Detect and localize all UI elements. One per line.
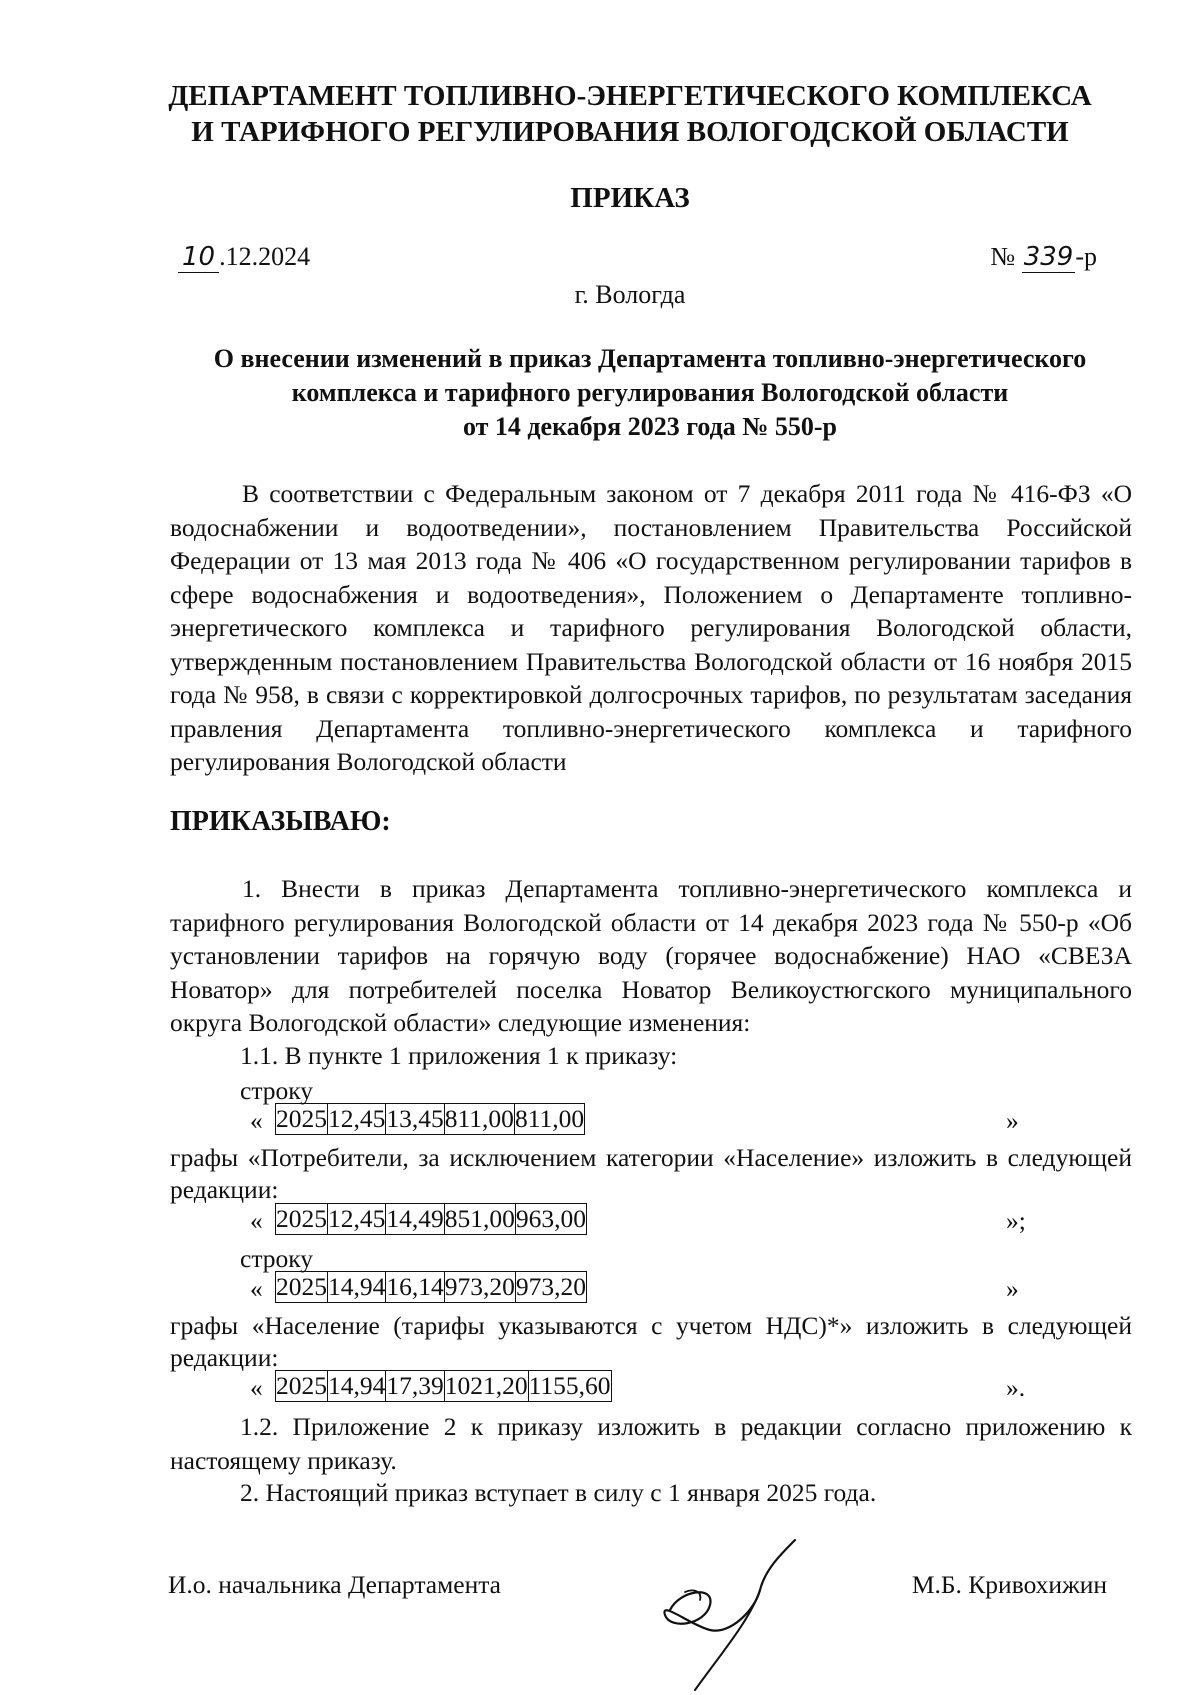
table-cell: 14,94 <box>328 1371 386 1400</box>
city: г. Вологда <box>574 280 686 309</box>
item12-text: 1.2. Приложение 2 к приказу изложить в редакции согласно приложению к настоящему приказу. <box>170 1412 1132 1475</box>
quote-open: « <box>250 1274 263 1303</box>
preamble-paragraph <box>170 477 1132 779</box>
tariff-table-4 <box>275 1370 612 1402</box>
quote-close: » <box>1006 1274 1019 1303</box>
table-cell: 13,45 <box>386 1104 444 1133</box>
table-cell: 12,45 <box>328 1204 386 1233</box>
tariff-table-3 <box>275 1271 587 1303</box>
quote-open: « <box>250 1206 263 1235</box>
department-title-line2: И ТАРИФНОГО РЕГУЛИРОВАНИЯ ВОЛОГОДСКОЙ ОБЛАСТИ <box>191 116 1069 148</box>
document-type: ПРИКАЗ <box>570 182 690 214</box>
quote-open: « <box>250 1106 263 1135</box>
tariff-table-2 <box>275 1203 587 1235</box>
grafy-text-2: графы «Население (тарифы указываются с учетом НДС)*» изложить в следующей редакции: <box>170 1311 1132 1372</box>
orders-heading: ПРИКАЗЫВАЮ: <box>170 806 391 837</box>
table-cell: 2025 <box>276 1204 327 1233</box>
stroku-label-2: строку <box>240 1244 314 1273</box>
signatory-role: И.о. начальника Департамента <box>168 1570 501 1599</box>
table-cell: 12,45 <box>328 1104 386 1133</box>
tariff-table-1 <box>275 1103 585 1135</box>
table-cell: 2025 <box>276 1104 327 1133</box>
table-cell: 2025 <box>276 1371 327 1400</box>
department-title-line1: ДЕПАРТАМЕНТ ТОПЛИВНО-ЭНЕРГЕТИЧЕСКОГО КОМПЛЕКСА <box>168 80 1092 112</box>
table-cell: 1155,60 <box>528 1371 611 1400</box>
table-cell: 973,20 <box>515 1272 586 1301</box>
quote-open: « <box>250 1373 263 1402</box>
subject-line2: комплекса и тарифного регулирования Вологодской области <box>291 378 1009 407</box>
item2-text: 2. Настоящий приказ вступает в силу с 1 января 2025 года. <box>240 1478 877 1507</box>
date-day-handwritten: 10 <box>178 242 219 273</box>
table-cell: 17,39 <box>386 1371 444 1400</box>
grafy-text-1: графы «Потребители, за исключением категории «Население» изложить в следующей редакции: <box>170 1143 1132 1204</box>
table-cell: 14,94 <box>328 1272 386 1301</box>
table-cell: 973,20 <box>444 1272 515 1301</box>
number-handwritten: 339 <box>1023 242 1074 272</box>
item11-text: 1.1. В пункте 1 приложения 1 к приказу: <box>240 1041 678 1070</box>
number-prefix: № <box>990 242 1016 271</box>
item12-paragraph <box>170 1410 1132 1477</box>
handwritten-signature <box>640 1530 820 1695</box>
quote-close: »; <box>1006 1206 1026 1235</box>
number-suffix: -р <box>1075 242 1097 271</box>
subject-line1: О внесении изменений в приказ Департамента топливно-энергетического <box>213 344 1087 373</box>
date-month-year: .12.2024 <box>219 242 311 271</box>
table-cell: 1021,20 <box>444 1371 528 1400</box>
preamble-text: В соответствии с Федеральным законом от 7 декабря 2011 года № 416-ФЗ «О водоснабжении и водоотведении», постановлением Правительства Российской Федерации от 13 мая 2013 года № 406 «О государственном регулировании тарифов в сфере водоснабжения и водоотведения», Положением о Департаменте топливно-энергетического комплекса и тарифного регулирования Вологодской области, утвержденным постановлением Правительства Вологодской области от 16 ноября 2015 года № 958, в связи с корректировкой долгосрочных тарифов, по результатам заседания правления Департамента топливно-энергетического комплекса и тарифного регулирования Вологодской области <box>170 479 1132 776</box>
document-date <box>178 242 310 272</box>
table-cell: 16,14 <box>386 1272 444 1301</box>
item1-paragraph <box>170 872 1132 1040</box>
subject-line3: от 14 декабря 2023 года № 550-р <box>462 412 838 441</box>
table-cell: 811,00 <box>514 1104 585 1133</box>
subject-heading <box>170 342 1130 444</box>
signatory-name: М.Б. Кривохижин <box>911 1570 1107 1599</box>
table-cell: 14,49 <box>386 1204 444 1233</box>
item1-text: 1. Внести в приказ Департамента топливно-энергетического комплекса и тарифного регулирования Вологодской области от 14 декабря 2023 года № 550-р «Об установлении тарифов на горячую воду (горячее водоснабжение) НАО «СВЕЗА Новатор» для потребителей поселка Новатор Великоустюгского муниципального округа Вологодской области» следующие изменения: <box>170 874 1132 1037</box>
table-cell: 963,00 <box>515 1204 586 1233</box>
table-cell: 851,00 <box>444 1204 515 1233</box>
table-cell: 2025 <box>276 1272 327 1301</box>
quote-close: ». <box>1006 1373 1026 1402</box>
document-number <box>990 242 1097 272</box>
table-cell: 811,00 <box>444 1104 514 1133</box>
quote-close: » <box>1006 1106 1019 1135</box>
stroku-label-1: строку <box>240 1076 314 1105</box>
